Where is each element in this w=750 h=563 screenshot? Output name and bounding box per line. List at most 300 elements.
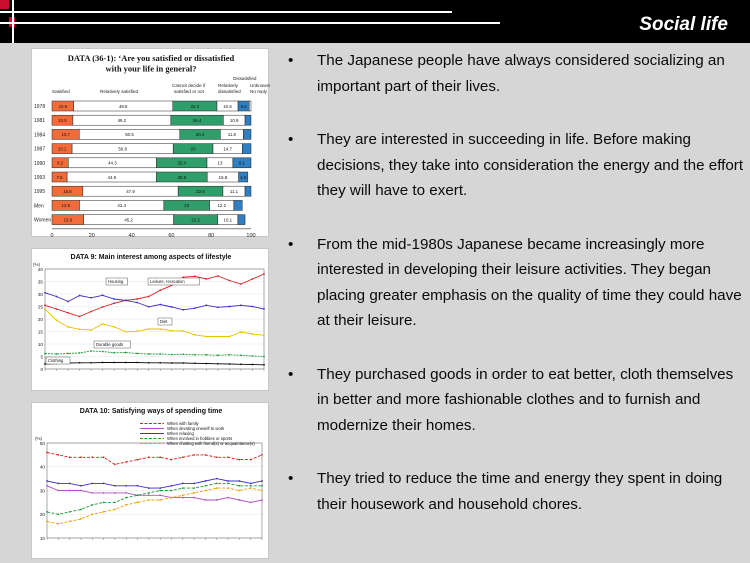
header-label: Dissatisfied xyxy=(233,76,257,81)
data-point xyxy=(194,362,196,364)
category-label: Women xyxy=(34,217,52,224)
data-point xyxy=(159,499,161,501)
data-point xyxy=(193,492,195,494)
data-point xyxy=(148,362,150,364)
life-satisfaction-chart xyxy=(31,48,269,237)
data-label: 25.5 xyxy=(177,174,187,180)
data-point xyxy=(159,304,161,306)
data-point xyxy=(91,504,93,506)
data-label: 22.2 xyxy=(191,217,200,223)
data-point xyxy=(217,336,219,338)
y-tick-label: 15 xyxy=(37,329,43,335)
data-point xyxy=(238,480,240,482)
data-point xyxy=(103,511,105,513)
bar-segment xyxy=(245,115,251,125)
data-point xyxy=(205,480,207,482)
data-point xyxy=(182,330,184,332)
data-point xyxy=(205,499,207,501)
slide-header xyxy=(0,0,750,43)
data-point xyxy=(69,520,71,522)
data-point xyxy=(79,328,81,330)
chart-title: DATA (36-1): ‘Are you satisfied or dissatisfied xyxy=(67,53,235,63)
category-label: 1981 xyxy=(34,118,46,125)
data-point xyxy=(114,485,116,487)
series-label: Housing xyxy=(108,279,124,284)
data-label: 50.5 xyxy=(125,132,134,138)
data-point xyxy=(148,494,150,496)
data-label: 13.8 xyxy=(61,203,71,209)
data-point xyxy=(79,316,81,318)
data-point xyxy=(229,363,231,365)
data-point xyxy=(57,523,59,525)
bar-segment xyxy=(234,200,242,210)
series-line xyxy=(45,351,264,357)
legend-label: When with family xyxy=(167,421,199,426)
data-point xyxy=(69,456,71,458)
bullet-text: They are interested in succeeding in life. Before making decisions, they take into consideration the energy and the effort they will have to exert. xyxy=(317,131,744,199)
data-point xyxy=(102,294,104,296)
category-label: 1995 xyxy=(34,189,46,196)
y-axis-label: (%) xyxy=(35,436,42,441)
data-point xyxy=(125,492,127,494)
data-point xyxy=(159,487,161,489)
data-label: 49.8 xyxy=(118,103,128,109)
data-point xyxy=(102,306,104,308)
data-point xyxy=(194,354,196,356)
data-point xyxy=(148,456,150,458)
data-point xyxy=(113,326,115,328)
y-tick-label: 20 xyxy=(39,512,45,518)
data-point xyxy=(217,306,219,308)
lifestyle-interest-chart xyxy=(31,248,269,391)
y-tick-label: 10 xyxy=(37,341,43,347)
data-point xyxy=(102,351,104,353)
data-label: 42.4 xyxy=(117,203,126,209)
data-point xyxy=(46,511,48,513)
data-label: 15.8 xyxy=(218,174,228,180)
data-point xyxy=(250,485,252,487)
header-label: Cannot decide if xyxy=(172,83,206,88)
chart-title: DATA 10: Satisfying ways of spending time xyxy=(79,408,223,415)
data-point xyxy=(227,487,229,489)
data-point xyxy=(90,350,92,352)
data-point xyxy=(57,513,59,515)
data-point xyxy=(113,302,115,304)
header-label: Relatively xyxy=(218,83,238,88)
data-point xyxy=(113,362,115,364)
data-point xyxy=(79,352,81,354)
data-point xyxy=(57,454,59,456)
data-label: 13.7 xyxy=(61,132,70,138)
data-point xyxy=(205,490,207,492)
data-point xyxy=(125,497,127,499)
data-point xyxy=(171,362,173,364)
data-point xyxy=(114,492,116,494)
data-point xyxy=(171,330,173,332)
data-point xyxy=(103,456,105,458)
data-point xyxy=(90,297,92,299)
data-label: 8.2 xyxy=(57,160,64,166)
data-point xyxy=(136,353,138,355)
data-point xyxy=(80,509,82,511)
x-tick-label: 40 xyxy=(128,232,135,238)
data-point xyxy=(171,459,173,461)
data-point xyxy=(217,354,219,356)
bar-segment xyxy=(243,129,251,139)
data-point xyxy=(125,485,127,487)
data-point xyxy=(238,499,240,501)
header-label: satisfied or not xyxy=(174,89,204,94)
data-label: 47.9 xyxy=(126,189,135,194)
data-point xyxy=(79,295,81,297)
x-tick-label: 80 xyxy=(208,232,215,238)
data-point xyxy=(194,307,196,309)
bullet-dot-icon: • xyxy=(288,131,294,148)
data-point xyxy=(136,330,138,332)
data-point xyxy=(227,482,229,484)
data-label: 49.2 xyxy=(117,118,127,123)
data-label: 20.4 xyxy=(195,132,205,138)
data-point xyxy=(263,273,265,275)
data-point xyxy=(240,331,242,333)
data-point xyxy=(205,363,207,365)
chart-title: DATA 9: Main interest among aspects of lifestyle xyxy=(70,254,232,261)
data-point xyxy=(171,497,173,499)
data-point xyxy=(252,278,254,280)
data-point xyxy=(194,334,196,336)
bullet-text: From the mid-1980s Japanese became increasingly more interested in developing their leisure activities. They began placing greater emphasis on the quality of time they could have at their leisure. xyxy=(317,235,742,329)
data-point xyxy=(229,354,231,356)
data-point xyxy=(240,363,242,365)
data-point xyxy=(136,298,138,300)
data-label: 12.2 xyxy=(217,203,227,209)
data-point xyxy=(216,478,218,480)
data-label: 20 xyxy=(190,146,196,152)
data-point xyxy=(91,456,93,458)
bar-segment xyxy=(249,101,251,111)
y-tick-label: 25 xyxy=(37,304,43,310)
data-point xyxy=(182,362,184,364)
bullet-dot-icon: • xyxy=(288,52,294,69)
data-point xyxy=(44,304,46,306)
data-label: 44.9 xyxy=(107,174,117,180)
data-point xyxy=(148,499,150,501)
data-point xyxy=(159,328,161,330)
data-point xyxy=(205,485,207,487)
data-point xyxy=(69,482,71,484)
data-point xyxy=(46,452,48,454)
data-point xyxy=(56,353,58,355)
data-point xyxy=(194,275,196,277)
bullet-item xyxy=(288,232,746,334)
data-point xyxy=(227,497,229,499)
data-point xyxy=(125,300,127,302)
series-line xyxy=(45,363,264,365)
data-point xyxy=(148,492,150,494)
series-label: Diet xyxy=(160,319,168,324)
legend-label: When devoting oneself to work xyxy=(167,426,225,431)
series-line xyxy=(47,488,262,524)
series-line xyxy=(47,453,262,465)
y-tick-label: 50 xyxy=(39,440,45,446)
data-point xyxy=(159,490,161,492)
data-point xyxy=(182,494,184,496)
data-point xyxy=(250,487,252,489)
category-label: 1990 xyxy=(34,160,46,167)
data-point xyxy=(148,487,150,489)
data-point xyxy=(125,352,127,354)
spending-time-svg xyxy=(32,403,270,560)
bullet-text: The Japanese people have always considered socializing an important part of their lives. xyxy=(317,52,725,95)
data-point xyxy=(136,362,138,364)
data-point xyxy=(182,309,184,311)
x-tick-label: 20 xyxy=(88,232,95,238)
data-point xyxy=(125,362,127,364)
header-label: Unknown/ xyxy=(250,83,270,88)
category-label: 1978 xyxy=(34,104,46,110)
data-point xyxy=(103,501,105,503)
data-label: 11.1 xyxy=(229,189,239,194)
series-label: Durable goods xyxy=(96,342,124,347)
series-line xyxy=(45,309,264,337)
data-point xyxy=(44,363,46,365)
data-label: 10.5 xyxy=(58,118,67,123)
data-label: 5.6 xyxy=(240,103,247,109)
data-label: 26.4 xyxy=(192,118,202,123)
data-point xyxy=(46,480,48,482)
data-point xyxy=(193,487,195,489)
data-point xyxy=(136,302,138,304)
data-point xyxy=(103,482,105,484)
y-tick-label: 30 xyxy=(39,488,45,494)
series-label-box xyxy=(94,341,131,348)
lifestyle-interest-svg xyxy=(32,249,270,392)
series-label: Clothing xyxy=(48,358,64,363)
series-label-box xyxy=(158,318,172,325)
data-point xyxy=(57,490,59,492)
data-label: 10.9 xyxy=(58,103,68,109)
y-tick-label: 5 xyxy=(40,354,43,360)
data-point xyxy=(114,501,116,503)
data-point xyxy=(182,487,184,489)
data-point xyxy=(125,504,127,506)
data-label: 50.8 xyxy=(118,146,127,152)
data-point xyxy=(205,278,207,280)
data-label: 14.7 xyxy=(223,146,232,152)
header-label: Satisfied xyxy=(52,89,70,94)
data-point xyxy=(252,333,254,335)
data-point xyxy=(137,501,139,503)
data-point xyxy=(69,490,71,492)
data-point xyxy=(227,480,229,482)
data-point xyxy=(261,485,263,487)
data-point xyxy=(90,311,92,313)
data-point xyxy=(159,456,161,458)
data-point xyxy=(44,308,46,310)
data-label: 13 xyxy=(217,160,223,166)
data-point xyxy=(205,354,207,356)
data-point xyxy=(182,497,184,499)
data-point xyxy=(263,364,265,366)
bullet-dot-icon: • xyxy=(288,365,294,383)
data-point xyxy=(80,456,82,458)
series-label-box xyxy=(106,278,128,285)
category-label: Men xyxy=(34,203,44,210)
data-point xyxy=(238,485,240,487)
data-label: 44.3 xyxy=(108,160,117,166)
data-point xyxy=(229,306,231,308)
data-point xyxy=(137,459,139,461)
data-point xyxy=(80,518,82,520)
data-point xyxy=(171,354,173,356)
y-tick-label: 40 xyxy=(39,464,45,470)
data-point xyxy=(250,482,252,484)
data-point xyxy=(56,308,58,310)
data-point xyxy=(67,353,69,355)
data-label: 11.6 xyxy=(227,132,237,138)
data-label: 23 xyxy=(184,203,190,209)
data-point xyxy=(171,490,173,492)
data-point xyxy=(261,480,263,482)
bullet-text: They purchased goods in order to eat better, cloth themselves in better and more fashionable clothes and to furnish and modernize their homes. xyxy=(317,365,734,434)
data-point xyxy=(44,292,46,294)
data-point xyxy=(261,454,263,456)
data-point xyxy=(137,485,139,487)
data-point xyxy=(250,459,252,461)
data-label: 45.2 xyxy=(124,217,133,223)
data-point xyxy=(80,485,82,487)
data-point xyxy=(182,353,184,355)
data-point xyxy=(182,456,184,458)
data-label: 15.9 xyxy=(63,217,73,223)
data-point xyxy=(90,329,92,331)
bullet-item xyxy=(288,466,746,517)
header-rule-top xyxy=(0,11,452,13)
data-point xyxy=(240,283,242,285)
x-tick-label: 60 xyxy=(168,232,175,238)
data-label: 9.1 xyxy=(238,160,246,166)
data-label: 4.6 xyxy=(240,174,247,180)
spending-time-chart xyxy=(31,402,269,559)
bar-segment xyxy=(238,215,245,225)
series-label-box xyxy=(148,278,200,285)
data-point xyxy=(205,454,207,456)
data-point xyxy=(79,362,81,364)
data-point xyxy=(113,352,115,354)
bullet-list xyxy=(288,48,746,545)
data-point xyxy=(216,487,218,489)
data-point xyxy=(261,499,263,501)
category-label: 1987 xyxy=(34,146,46,153)
data-point xyxy=(44,353,46,355)
data-label: 7.6 xyxy=(56,174,63,180)
data-point xyxy=(148,296,150,298)
category-label: 1984 xyxy=(34,132,46,139)
data-point xyxy=(205,304,207,306)
data-point xyxy=(148,328,150,330)
data-point xyxy=(114,463,116,465)
legend-label: When chatting with friend(s) or acquaintance(s) xyxy=(167,441,255,446)
data-point xyxy=(102,323,104,325)
data-point xyxy=(67,312,69,314)
slide-title: Social life xyxy=(639,14,728,35)
series-label-box xyxy=(46,357,70,364)
data-point xyxy=(216,456,218,458)
data-point xyxy=(159,353,161,355)
y-tick-label: 30 xyxy=(37,291,43,297)
data-point xyxy=(252,306,254,308)
series-line xyxy=(45,293,264,310)
y-axis-label: (%) xyxy=(33,262,40,267)
data-point xyxy=(263,334,265,336)
data-point xyxy=(91,513,93,515)
bullet-item xyxy=(288,48,746,99)
data-point xyxy=(56,296,58,298)
data-point xyxy=(217,275,219,277)
header-rule-bottom xyxy=(0,22,500,24)
data-point xyxy=(240,354,242,356)
header-label: No reply xyxy=(250,89,268,94)
data-point xyxy=(263,308,265,310)
data-point xyxy=(240,304,242,306)
bar-segment xyxy=(245,186,251,196)
data-point xyxy=(90,362,92,364)
data-point xyxy=(102,362,104,364)
data-label: 10.9 xyxy=(229,118,239,123)
data-point xyxy=(67,301,69,303)
bullet-dot-icon: • xyxy=(288,235,294,253)
data-point xyxy=(229,336,231,338)
data-point xyxy=(217,363,219,365)
data-point xyxy=(171,306,173,308)
data-point xyxy=(159,362,161,364)
data-point xyxy=(113,298,115,300)
data-label: 22.5 xyxy=(196,189,205,194)
y-tick-label: 35 xyxy=(37,279,43,285)
data-point xyxy=(56,319,58,321)
data-point xyxy=(252,364,254,366)
data-point xyxy=(114,509,116,511)
data-point xyxy=(193,497,195,499)
x-tick-label: 0 xyxy=(50,232,54,238)
data-point xyxy=(103,492,105,494)
data-point xyxy=(159,494,161,496)
data-point xyxy=(252,355,254,357)
data-point xyxy=(46,520,48,522)
data-point xyxy=(193,482,195,484)
chart-title: with your life in general? xyxy=(105,63,197,74)
bullet-dot-icon: • xyxy=(288,470,294,487)
data-point xyxy=(57,482,59,484)
data-point xyxy=(238,459,240,461)
data-point xyxy=(193,454,195,456)
data-point xyxy=(250,501,252,503)
data-point xyxy=(80,490,82,492)
data-point xyxy=(229,280,231,282)
data-point xyxy=(137,494,139,496)
data-point xyxy=(159,289,161,291)
data-label: 10.6 xyxy=(223,103,232,109)
data-point xyxy=(125,331,127,333)
data-point xyxy=(238,490,240,492)
y-tick-label: 10 xyxy=(39,535,45,541)
data-label: 25.4 xyxy=(177,160,187,166)
y-tick-label: 0 xyxy=(40,366,43,372)
data-point xyxy=(46,485,48,487)
x-tick-label: 100 xyxy=(246,232,256,238)
bullet-text: They tried to reduce the time and energy they spent in doing their housework and household chores. xyxy=(317,470,723,513)
data-point xyxy=(261,490,263,492)
